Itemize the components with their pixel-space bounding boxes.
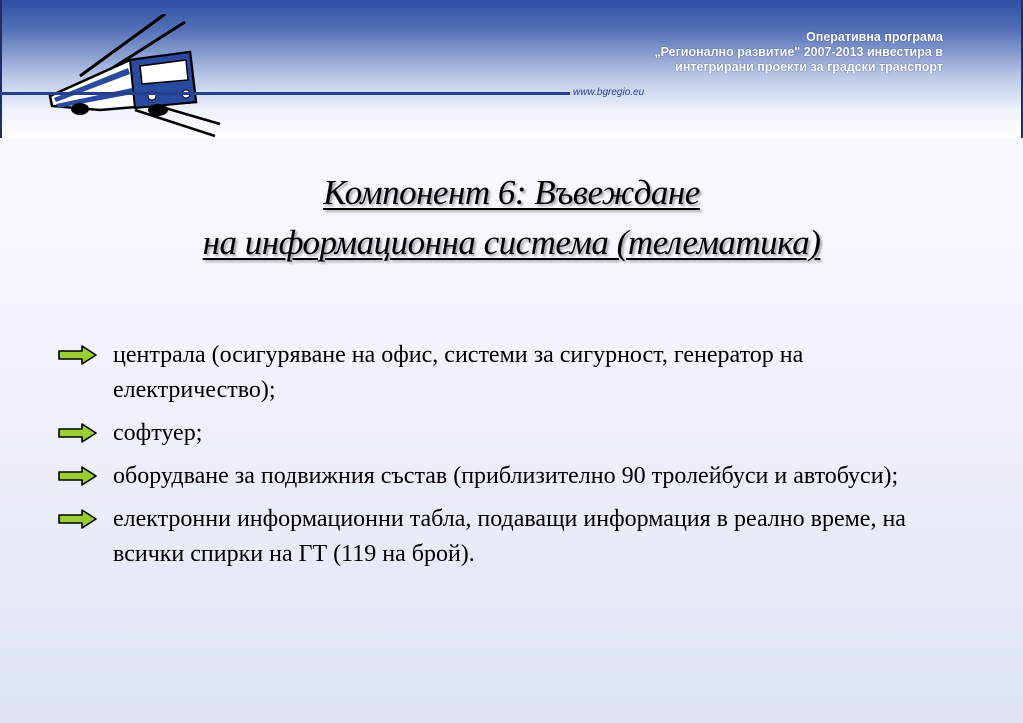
header-banner [0,0,1023,138]
bullet-text: централа (осигуряване на офис, системи за сигурност, генератор на електричество); [113,342,804,403]
operational-program-text [513,30,943,75]
list-item [58,459,958,494]
bullet-text: софтуер; [113,420,203,446]
slide-title [0,168,1023,268]
header-divider [0,92,570,95]
website-link[interactable]: www.bgregio.eu [573,87,645,98]
bullet-text: оборудване за подвижния състав (приблизително 90 тролейбуси и автобуси); [113,463,899,489]
list-item [58,416,958,451]
program-line-2: „Регионално развитие" 2007-2013 инвестира в [654,45,943,59]
program-line-1: Оперативна програма [806,30,943,44]
program-line-3: интегрирани проекти за градски транспорт [675,60,943,74]
list-item [58,502,958,572]
title-line-1: Компонент 6: Въвеждане [323,173,700,212]
arrow-right-icon [58,466,98,486]
header-left-edge [0,0,2,138]
arrow-right-icon [58,423,98,443]
title-line-2: на информационна система (телематика) [202,223,821,262]
arrow-right-icon [58,345,98,365]
trolleybus-icon [40,14,230,138]
list-item [58,338,958,408]
bullet-text: електронни информационни табла, подаващи информация в реално време, на всички спирки на ГТ (119 на брой). [113,506,906,567]
arrow-right-icon [58,509,98,529]
bullet-list [58,338,958,580]
